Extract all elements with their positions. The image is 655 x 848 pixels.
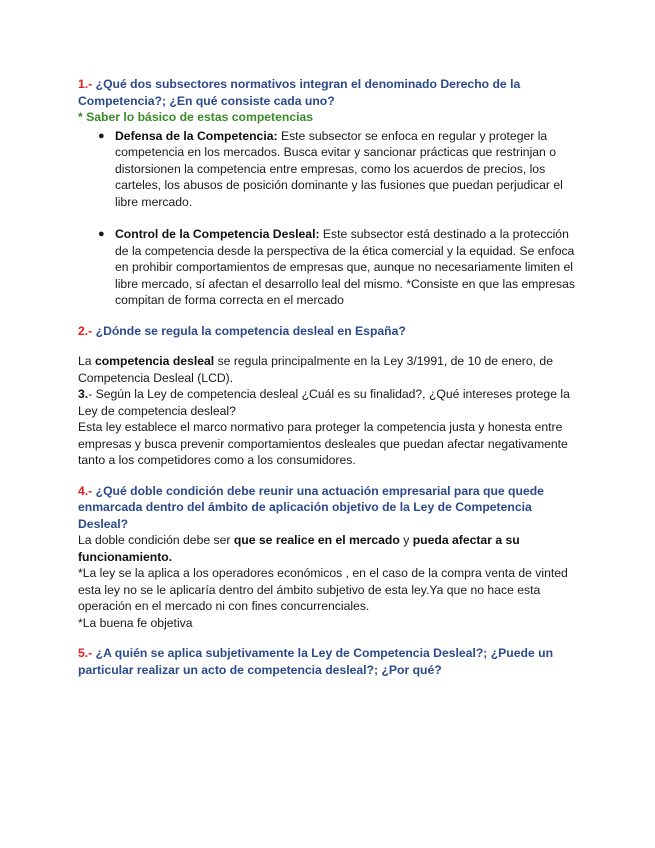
question-number: 4.- [78, 483, 93, 498]
spacer [78, 631, 583, 645]
answer-bullet-list [78, 128, 583, 309]
bullet-text: Este subsector está destinado a la protección de la competencia desde la perspectiva de la ética comercial y la equidad. Se enfoca en prohibir comportamientos de empresas que, aunque no necesariamente limiten el libre mercado, sí afectan el desarrollo leal del mismo. *Consiste en que las empresas compitan de forma correcta en el mercado [115, 227, 575, 307]
answer-text: La [78, 354, 95, 368]
answer-4-note: *La ley se la aplica a los operadores económicos , en el caso de la compra venta de vinted esta ley no se le aplicaría dentro del ámbito subjetivo de esta ley.Ya que no hace esta operación en el mercado ni con fines concurrenciales. [78, 566, 568, 613]
answer-text: se regula principalmente en la Ley 3/1991, de 10 de enero, de Competencia Desleal (LCD). [78, 354, 553, 385]
spacer [78, 309, 583, 323]
question-1 [78, 76, 583, 109]
answer-2 [78, 353, 583, 386]
answer-emphasis: competencia desleal [94, 354, 215, 368]
question-number: 5.- [78, 646, 93, 660]
question-number: 1.- [78, 77, 93, 91]
spacer [78, 339, 583, 353]
answer-3: Esta ley establece el marco normativo para proteger la competencia justa y honesta entre empresas y busca prevenir comportamientos desleales que puedan afectar negativamente tanto a los competidores como a los consumidores. [78, 420, 568, 467]
question-text: - Según la Ley de competencia desleal ¿Cuál es su finalidad?, ¿Qué intereses protege la Ley de competencia desleal? [78, 387, 570, 418]
study-hint: * Saber lo básico de estas competencias [78, 110, 314, 124]
question-text: ¿Qué doble condición debe reunir una actuación empresarial para que quede enmarcada dentro del ámbito de aplicación objetivo de la Ley de Competencia Desleal? [78, 483, 544, 531]
question-text: ¿Qué dos subsectores normativos integran el denominado Derecho de la Competencia?; ¿En qué consiste cada uno? [78, 77, 521, 108]
question-number: 2.- [78, 323, 93, 338]
answer-4 [78, 532, 583, 565]
list-item [78, 128, 583, 211]
question-text: ¿Dónde se regula la competencia desleal en España? [92, 323, 406, 338]
bullet-title: Defensa de la Competencia: [115, 128, 278, 143]
bullet-text: Este subsector se enfoca en regular y proteger la competencia en los mercados. Busca evitar y sancionar prácticas que restrinjan o distorsionen la competencia entre empresas, como los acuerdos de precios, los carteles, los abusos de posición dominante y las fusiones que puedan perjudicar el libre mercado. [115, 128, 563, 209]
answer-emphasis: pueda afectar a su funcionamiento. [78, 533, 520, 564]
question-3 [78, 386, 583, 419]
spacer [78, 469, 583, 483]
spacer [78, 210, 583, 226]
list-item [78, 226, 583, 309]
document-body [78, 76, 583, 678]
answer-emphasis: que se realice en el mercado [233, 533, 400, 547]
answer-text: La doble condición debe ser [78, 533, 234, 547]
answer-text: y [399, 533, 413, 547]
bullet-icon: ● [98, 228, 105, 240]
question-number: 3. [78, 387, 89, 401]
question-5 [78, 645, 583, 678]
bullet-title: Control de la Competencia Desleal: [115, 227, 320, 241]
question-text: ¿A quién se aplica subjetivamente la Ley de Competencia Desleal?; ¿Puede un particular realizar un acto de competencia desleal?; ¿Por qué? [78, 646, 554, 677]
question-2 [78, 323, 583, 340]
question-4 [78, 483, 583, 533]
bullet-icon: ● [98, 129, 105, 142]
answer-4-note: *La buena fe objetiva [78, 615, 193, 630]
